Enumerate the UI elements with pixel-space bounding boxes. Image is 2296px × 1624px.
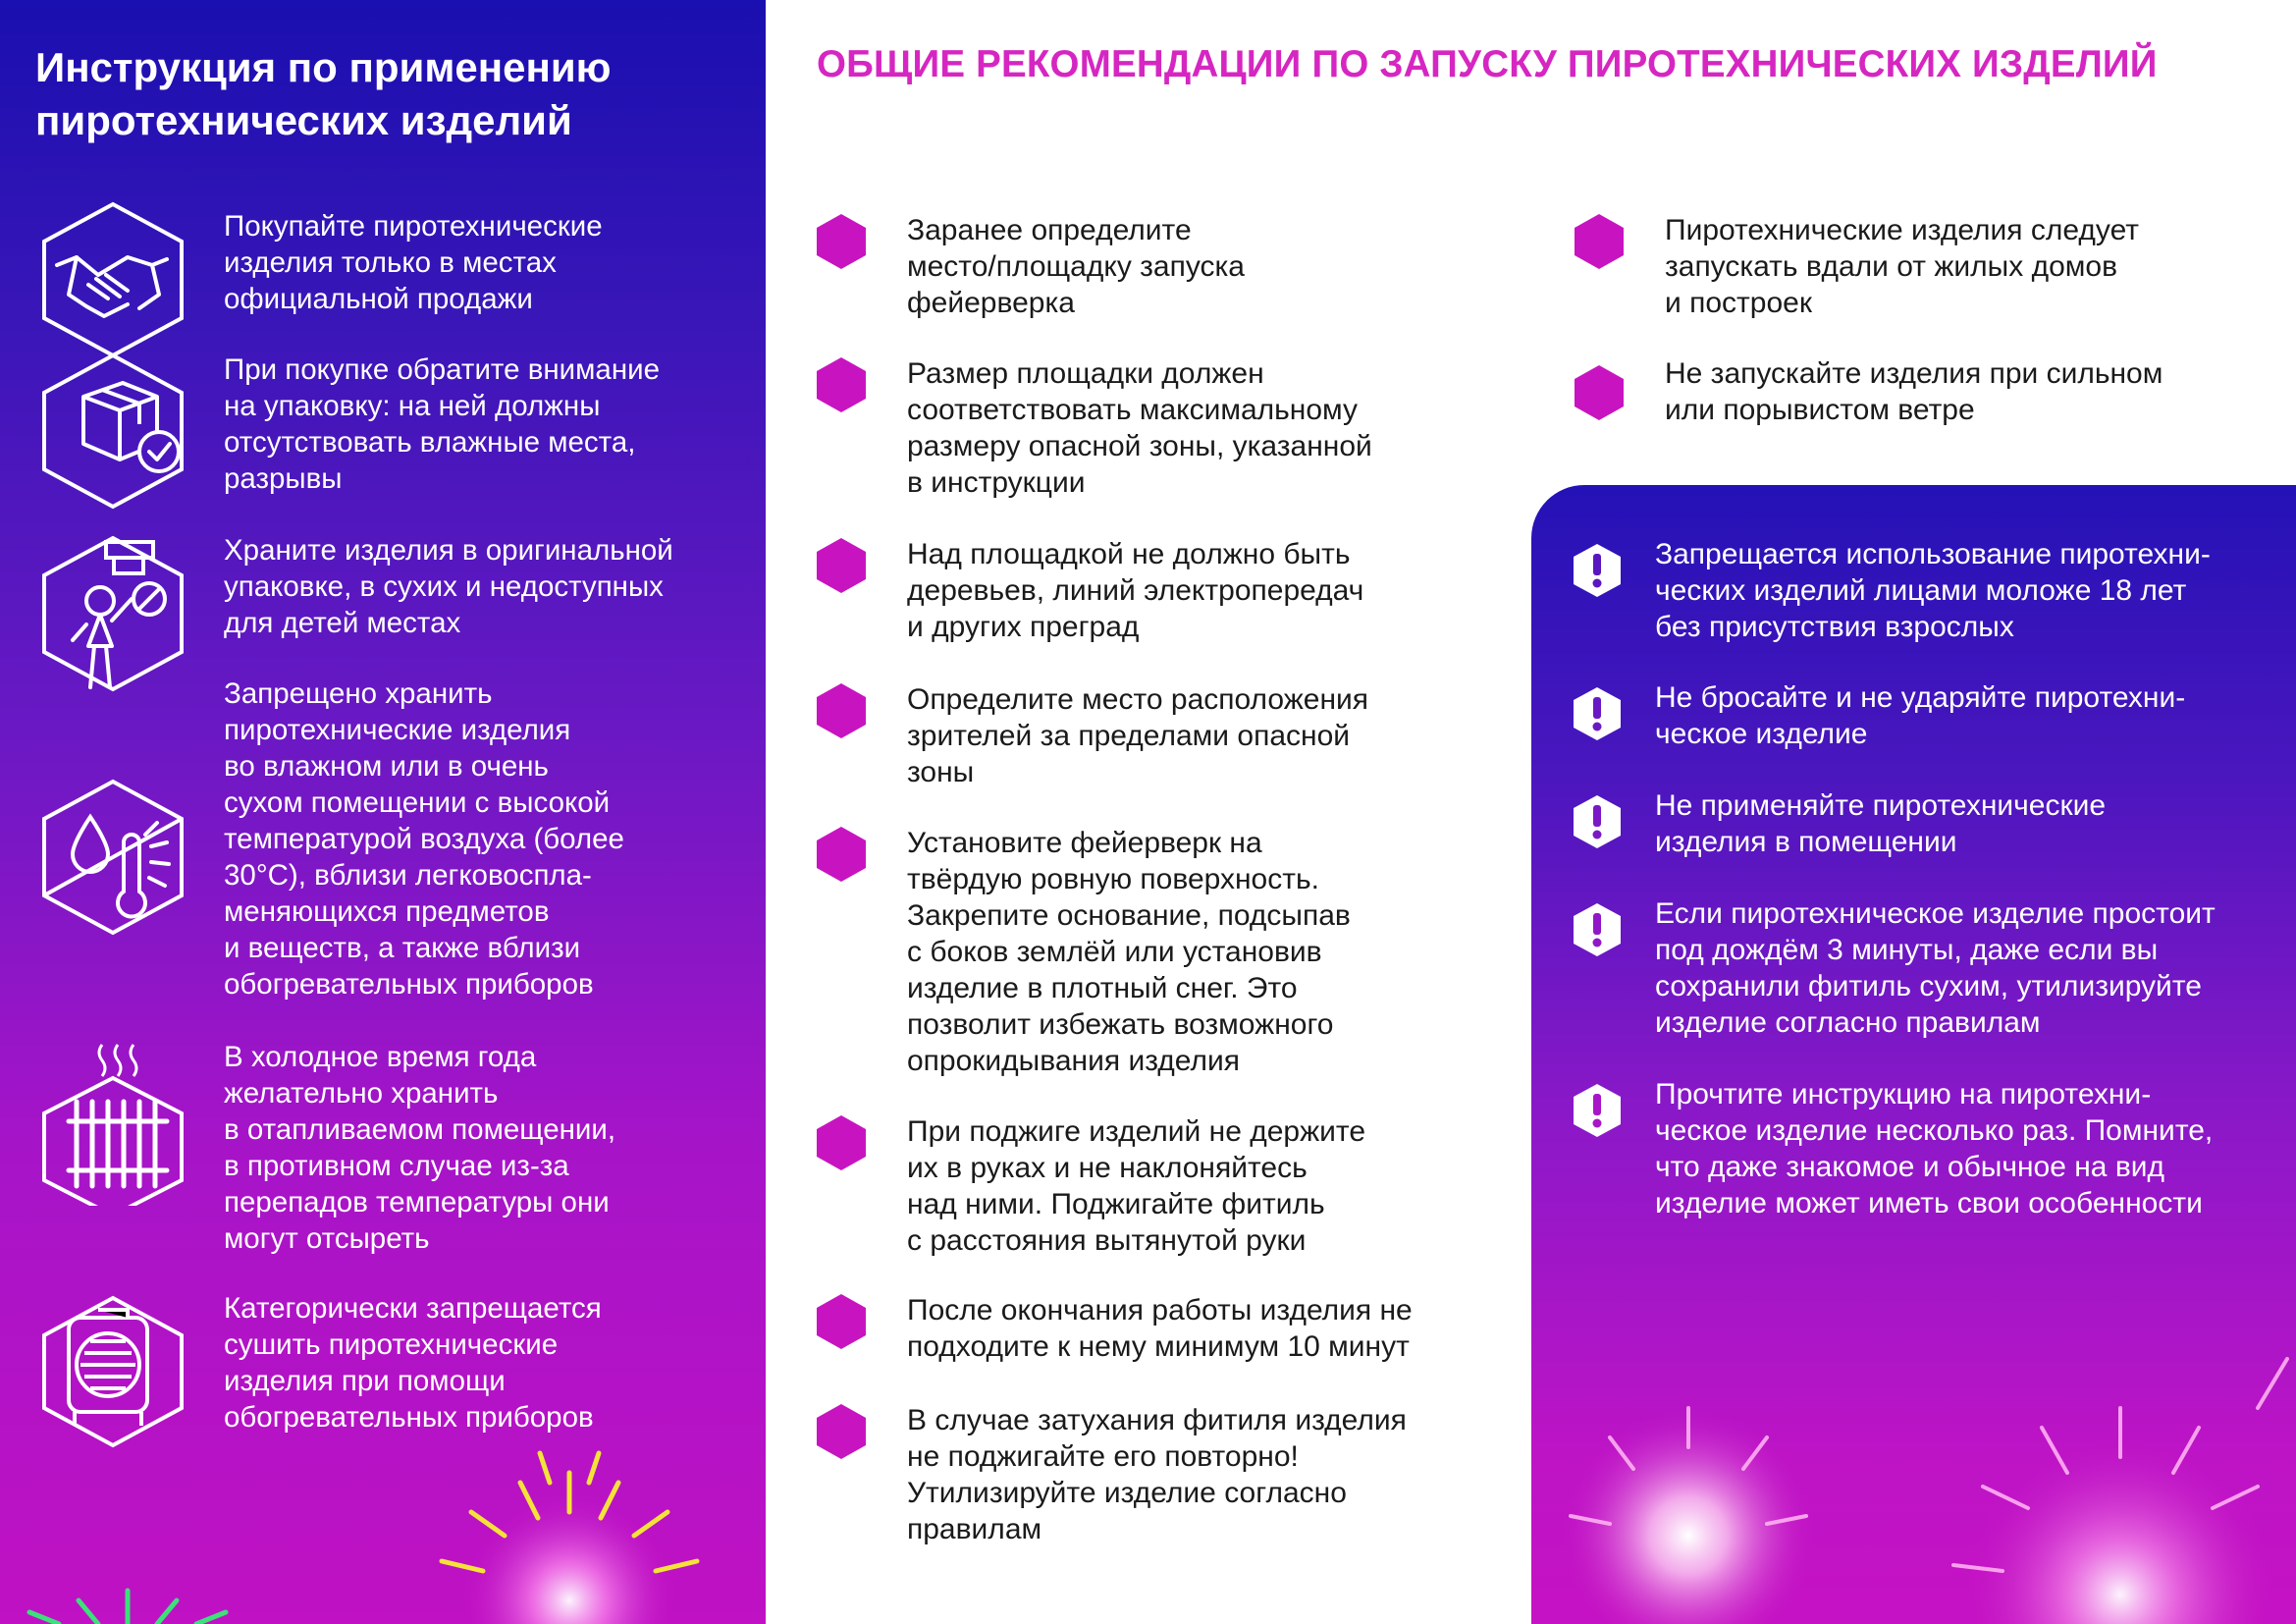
recommendation-text: Над площадкой не должно быть деревьев, линий электропередач и других преград [907,538,1364,643]
left-instructions-panel [0,0,766,1624]
recommendation-text: Размер площадки должен соответствовать максимальному размеру опасной зоны, указанной в инструкции [907,357,1372,499]
tip-text: Храните изделия в оригинальной упаковке, в сухих и недоступных для детей местах [224,534,673,639]
warning-text: Не бросайте и не ударяйте пиротехни- ческое изделие [1655,681,2186,750]
hexagon-bullet-icon [815,1292,868,1351]
tip-text: Категорически запрещается сушить пиротехнические изделия при помощи обогревательных приборов [224,1292,602,1434]
hexagon-bullet-icon [815,355,868,414]
exclamation-hexagon-icon [1571,901,1624,958]
hexagon-bullet-icon [815,1113,868,1172]
recommendation-text: Не запускайте изделия при сильном или порывистом ветре [1665,357,2163,426]
exclamation-hexagon-icon [1571,542,1624,599]
package-check-icon [29,348,196,514]
warning-text: Не применяйте пиротехнические изделия в помещении [1655,789,2107,858]
hexagon-bullet-icon [815,1402,868,1461]
handshake-icon [29,196,196,363]
hexagon-bullet-icon [1573,212,1626,271]
tip-text: Покупайте пиротехнические изделия только в местах официальной продажи [224,210,603,315]
main-heading: ОБЩИЕ РЕКОМЕНДАЦИИ ПО ЗАПУСКУ ПИРОТЕХНИЧЕСКИХ ИЗДЕЛИЙ [817,43,2158,85]
recommendation-text: В случае затухания фитиля изделия не поджигайте его повторно! Утилизируйте изделие согласно правилам [907,1404,1407,1545]
heater-icon [29,1288,196,1455]
recommendation-text: Определите место расположения зрителей за пределами опасной зоны [907,683,1369,788]
warning-text: Если пиротехническое изделие простоит под дождём 3 минуты, даже если вы сохранили фитиль сухим, утилизируйте изделие согласно правилам [1655,897,2216,1039]
tip-text: При покупке обратите внимание на упаковку: на ней должны отсутствовать влажные места, разрывы [224,353,661,495]
hexagon-bullet-icon [815,825,868,884]
hexagon-bullet-icon [815,536,868,595]
tip-text: Запрещено хранить пиротехнические изделия во влажном или в очень сухом помещении с высокой температурой воздуха (более 30°С), вблизи легковоспла- меняющихся предметов и веществ, а также вблизи обогревательных приборов [224,677,624,1001]
child-safety-icon [29,530,196,697]
recommendation-text: Установите фейерверк на твёрдую ровную поверхность. Закрепите основание, подсыпав с боков землёй или установив изделие в плотный снег. Это позволит избежать возможного опрокидывания изделия [907,827,1351,1077]
fireworks-decoration [0,1434,766,1624]
radiator-icon [29,1039,196,1206]
hexagon-bullet-icon [1573,363,1626,422]
exclamation-hexagon-icon [1571,793,1624,850]
recommendation-text: После окончания работы изделия не подходите к нему минимум 10 минут [907,1294,1413,1363]
warning-text: Запрещается использование пиротехни- ческих изделий лицами моложе 18 лет без присутствия взрослых [1655,538,2211,643]
exclamation-hexagon-icon [1571,685,1624,742]
hexagon-bullet-icon [815,681,868,740]
fireworks-decoration [1531,1300,2296,1624]
panel-title: Инструкция по применению пиротехнических изделий [35,44,612,143]
recommendation-text: При поджиге изделий не держите их в руках и не наклоняйтесь над ними. Поджигайте фитиль с расстояния вытянутой руки [907,1115,1366,1257]
hexagon-bullet-icon [815,212,868,271]
recommendation-text: Пиротехнические изделия следует запускать вдали от жилых домов и построек [1665,214,2140,319]
recommendation-text: Заранее определите место/площадку запуска фейерверка [907,214,1245,319]
warnings-panel [1531,485,2296,1624]
tip-text: В холодное время года желательно хранить в отапливаемом помещении, в противном случае из-за перепадов температуры они могут отсыреть [224,1041,616,1255]
humidity-temperature-icon [29,774,196,941]
exclamation-hexagon-icon [1571,1082,1624,1139]
warning-text: Прочтите инструкцию на пиротехни- ческое изделие несколько раз. Помните, что даже знакомое и обычное на вид изделие может иметь свои особенности [1655,1078,2214,1219]
